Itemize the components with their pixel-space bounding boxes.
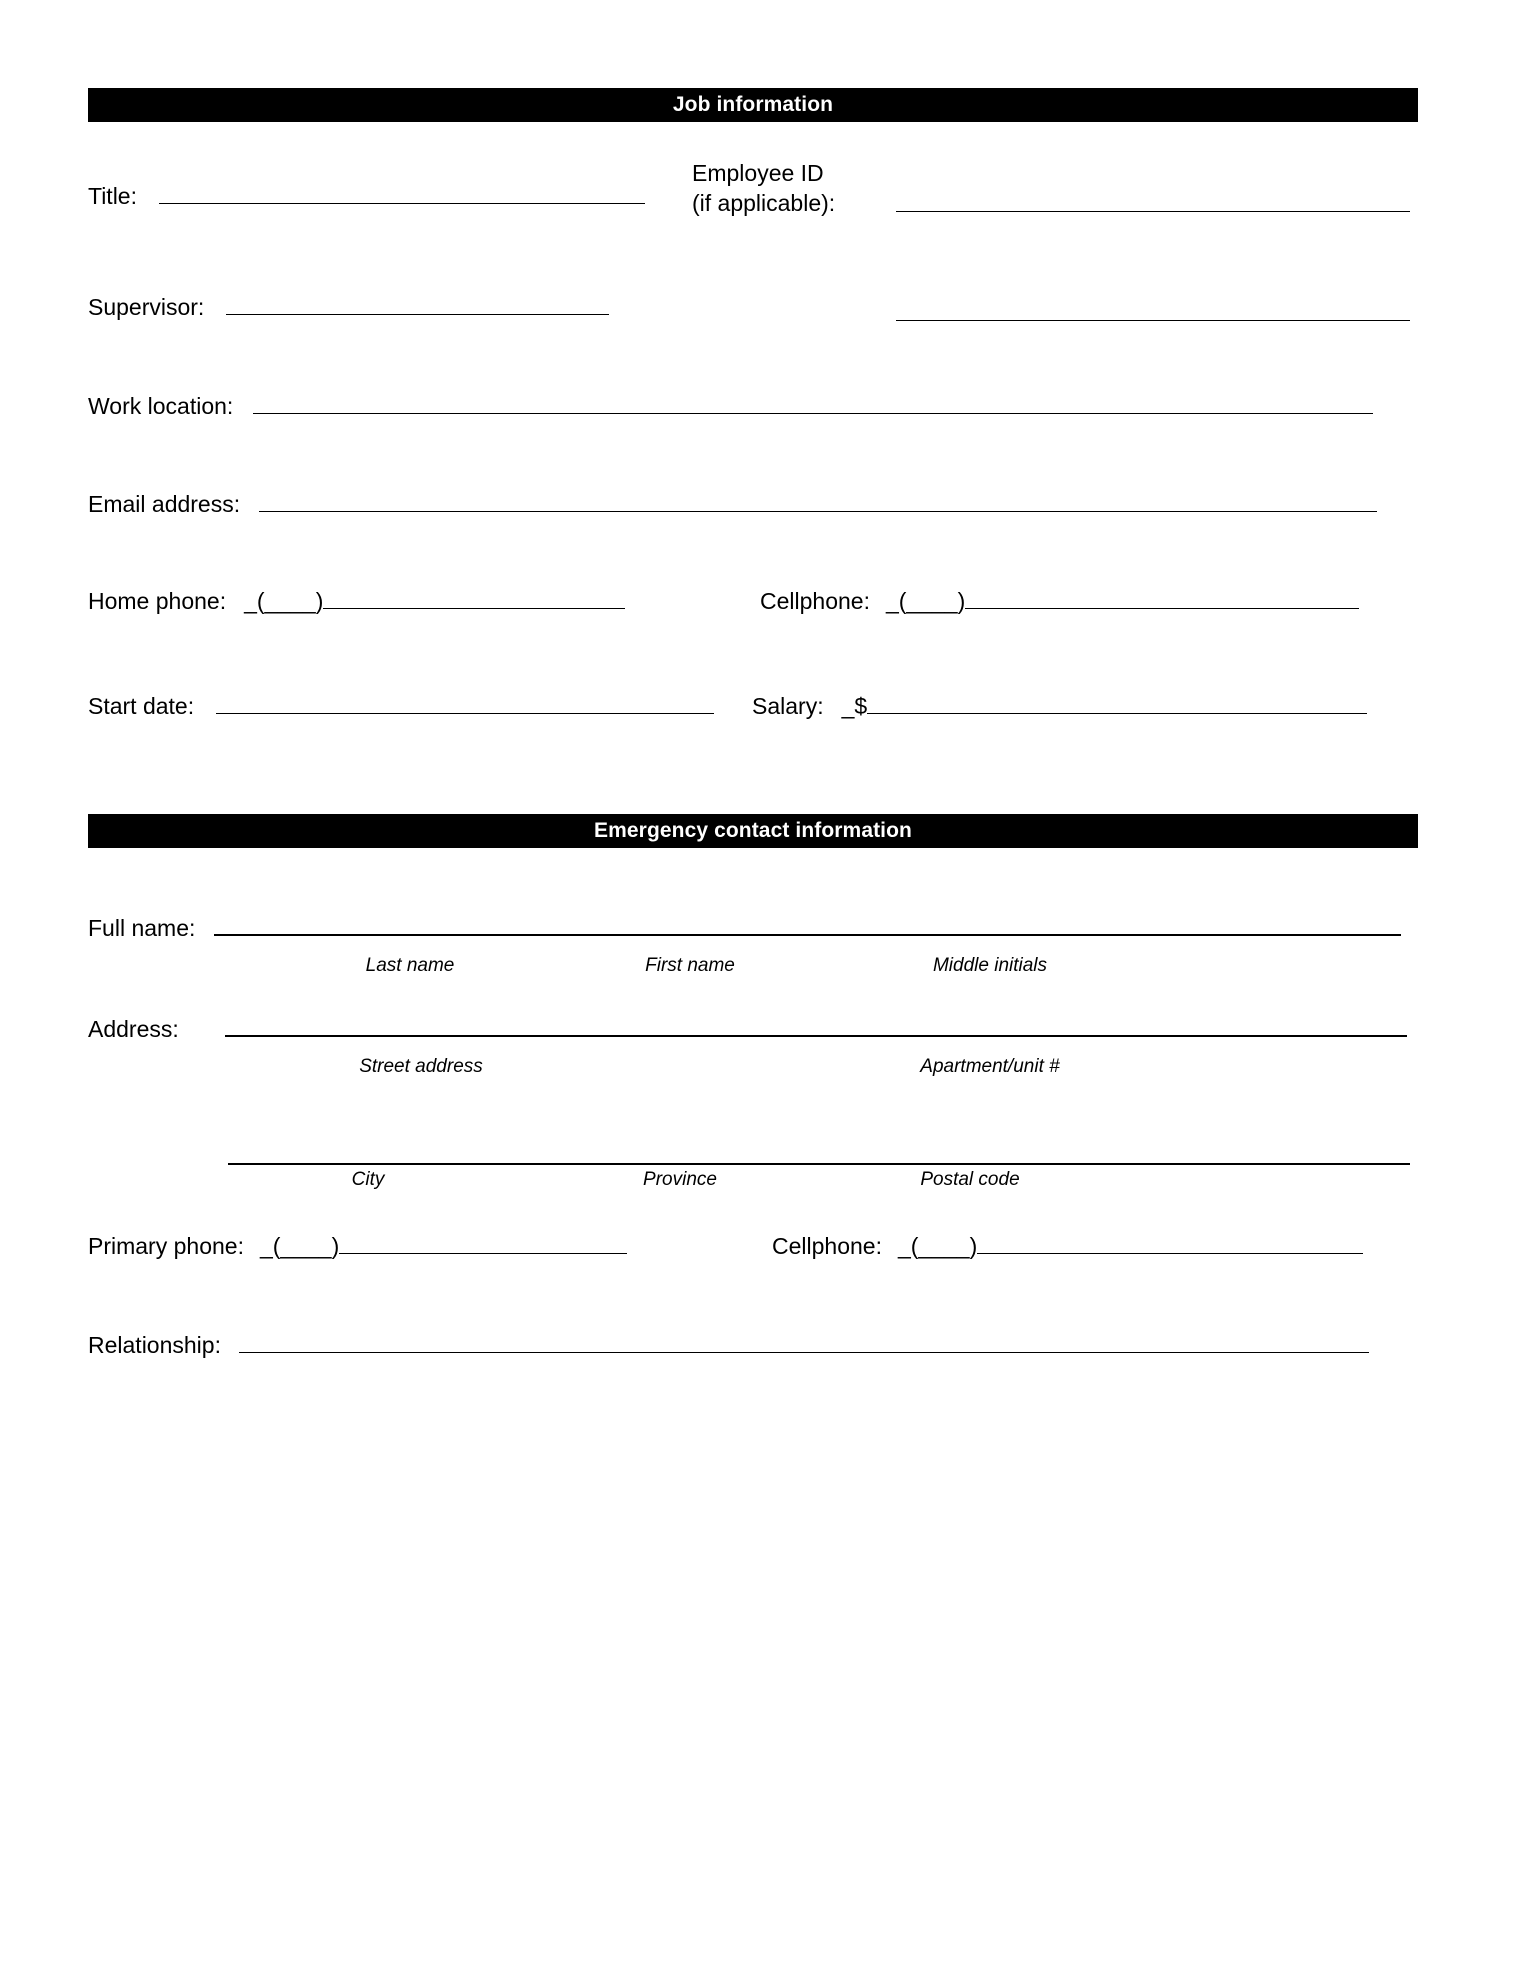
field-row-salary: [752, 695, 1367, 718]
work-location-input-line[interactable]: [253, 413, 1373, 414]
address-street-input-line[interactable]: [225, 1035, 1407, 1037]
field-row-primary-phone: [88, 1235, 627, 1258]
cellphone-label-emergency: Cellphone:: [772, 1233, 882, 1259]
address-caption-city: City: [351, 1169, 385, 1190]
salary-currency-symbol: _$: [841, 693, 868, 719]
cellphone-input-line-emergency[interactable]: [977, 1253, 1363, 1254]
field-row-address: [88, 1018, 1407, 1041]
relationship-input-line[interactable]: [239, 1352, 1369, 1353]
primary-phone-label: Primary phone:: [88, 1233, 244, 1259]
address-city-input-line[interactable]: [228, 1163, 1410, 1165]
full-name-caption-last-name: Last name: [365, 955, 455, 976]
start-date-input-line[interactable]: [216, 713, 714, 714]
address-label: Address:: [88, 1016, 179, 1042]
cellphone-area-code-field-job[interactable]: _(____): [885, 588, 966, 614]
cellphone-area-code-field-emergency[interactable]: _(____): [897, 1233, 978, 1259]
section-header-job-information: [88, 88, 1418, 122]
home-phone-area-code-field[interactable]: _(____): [244, 588, 324, 614]
employee-id-label-line1: Employee ID: [692, 160, 824, 186]
full-name-input-line[interactable]: [214, 934, 1401, 936]
title-label: Title:: [88, 183, 137, 209]
employee-id-label-line2: (if applicable):: [692, 190, 836, 217]
field-row-title: [88, 185, 645, 208]
cellphone-input-line-job[interactable]: [965, 608, 1359, 609]
address-caption-province: Province: [643, 1169, 717, 1190]
address-caption-postal-code: Postal code: [920, 1169, 1020, 1190]
section-header-emergency-contact-information: [88, 814, 1418, 848]
email-address-input-line[interactable]: [259, 511, 1377, 512]
salary-label: Salary:: [752, 693, 824, 719]
home-phone-input-line[interactable]: [323, 608, 625, 609]
employee-id-input-line[interactable]: [896, 211, 1410, 212]
field-row-cellphone-emergency: [772, 1235, 1363, 1258]
relationship-label: Relationship:: [88, 1332, 221, 1358]
section-title-emergency-contact-information: Emergency contact information: [594, 819, 912, 842]
full-name-label: Full name:: [88, 915, 196, 941]
primary-phone-area-code-field[interactable]: _(____): [259, 1233, 340, 1259]
field-row-work-location: [88, 395, 1373, 418]
address-caption-street-address: Street address: [359, 1056, 483, 1077]
section-title-job-information: Job information: [672, 93, 834, 116]
field-row-start-date: [88, 695, 714, 718]
address-caption-apartment-unit: Apartment/unit #: [920, 1056, 1060, 1077]
home-phone-label: Home phone:: [88, 588, 227, 614]
work-location-label: Work location:: [88, 393, 234, 419]
email-address-label: Email address:: [88, 491, 241, 517]
field-row-email-address: [88, 493, 1377, 516]
full-name-caption-middle-initials: Middle initials: [932, 955, 1048, 976]
field-row-home-phone: [88, 590, 625, 613]
cellphone-label-job: Cellphone:: [760, 588, 870, 614]
salary-input-line[interactable]: [867, 713, 1367, 714]
supervisor-label: Supervisor:: [88, 294, 205, 320]
field-row-cellphone-job: [760, 590, 1359, 613]
field-row-relationship: [88, 1334, 1369, 1357]
full-name-caption-first-name: First name: [645, 955, 735, 976]
title-input-line[interactable]: [159, 203, 645, 204]
field-row-full-name: [88, 917, 1401, 940]
primary-phone-input-line[interactable]: [339, 1253, 627, 1254]
supervisor-input-line[interactable]: [226, 314, 609, 315]
employee-id-label: [692, 158, 835, 219]
start-date-label: Start date:: [88, 693, 195, 719]
supervisor-secondary-input-line[interactable]: [896, 320, 1410, 321]
field-row-supervisor: [88, 296, 609, 319]
